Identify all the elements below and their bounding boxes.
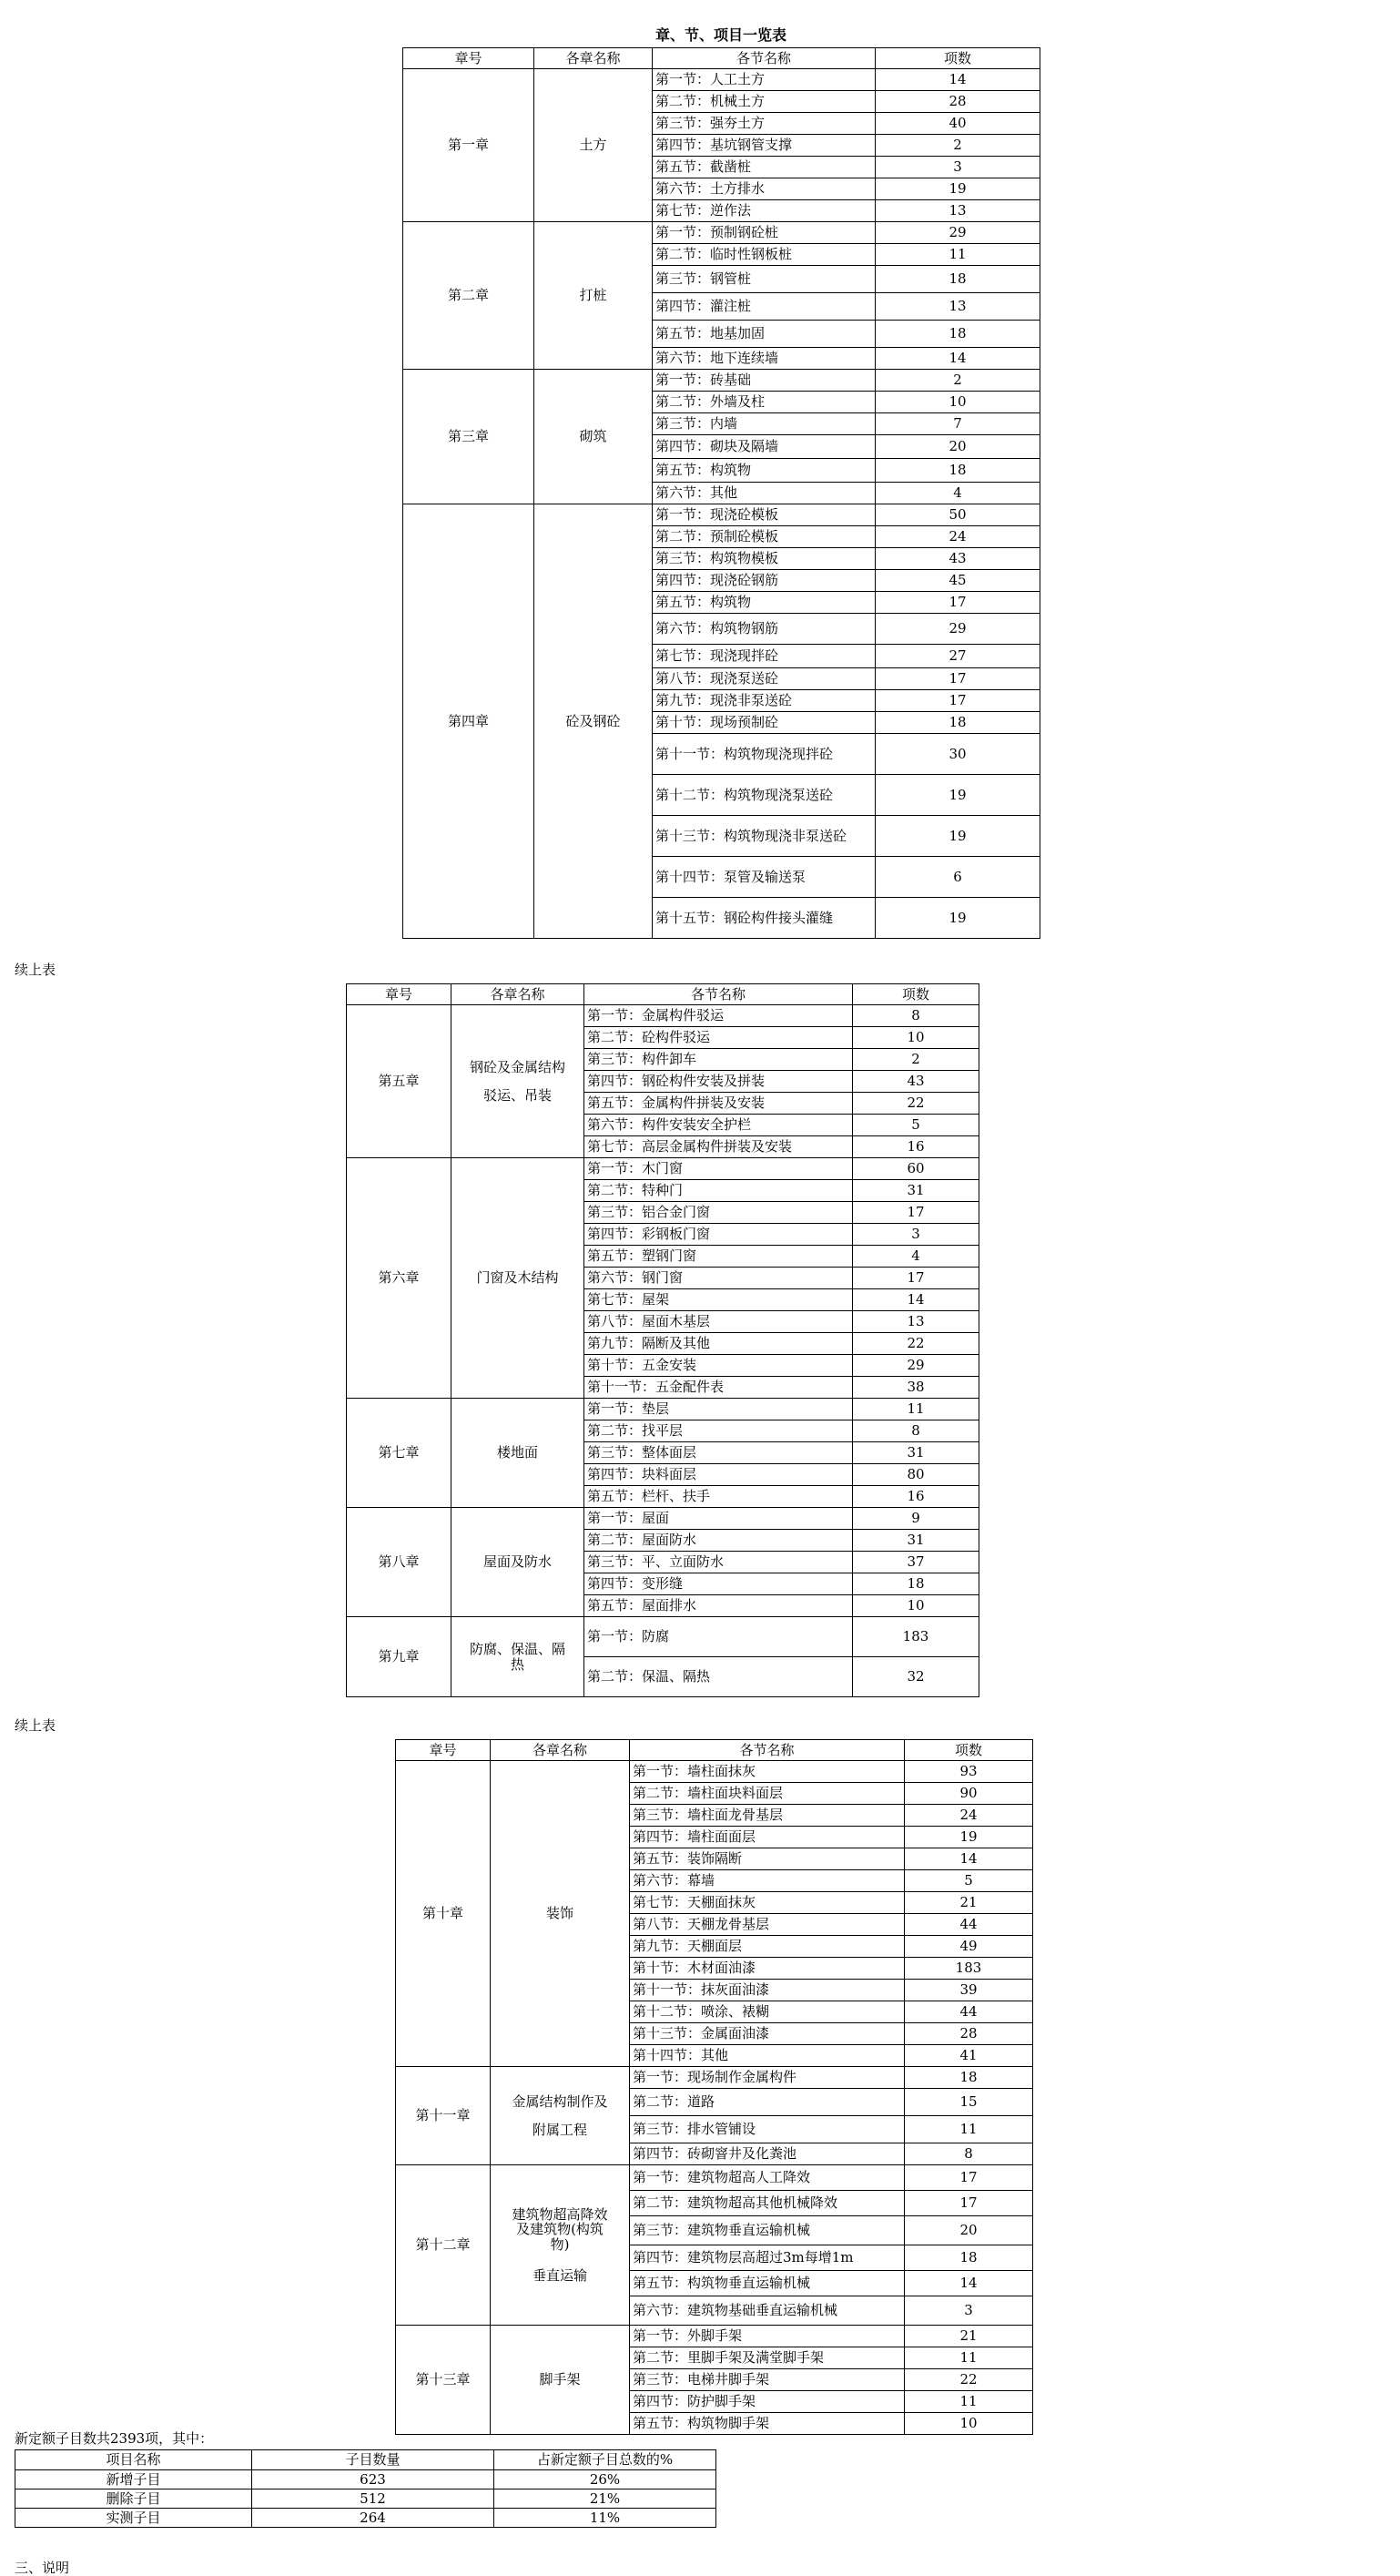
item-count-cell: 2 [876, 370, 1040, 392]
section-name-cell: 第六节：建筑物基础垂直运输机械 [630, 2296, 905, 2326]
chapter-name-line: 驳运、吊装 [482, 1086, 552, 1104]
section-name-cell: 第一节：屋面 [584, 1508, 853, 1530]
section-name-cell: 第五节：装饰隔断 [630, 1848, 905, 1870]
summary-name-cell: 删除子目 [15, 2489, 252, 2509]
item-count-cell: 29 [876, 614, 1040, 645]
section-name-cell: 第八节：现浇泵送砼 [653, 668, 876, 690]
item-count-cell: 9 [853, 1508, 979, 1530]
section-name-cell: 第五节：塑钢门窗 [584, 1246, 853, 1268]
chapter-name-cell [491, 1761, 630, 2067]
item-count-cell: 29 [853, 1355, 979, 1377]
table-row [347, 1399, 979, 1420]
chapter-name-cell [451, 1005, 584, 1158]
table-row [403, 370, 1040, 392]
section-name-cell: 第四节：彩钢板门窗 [584, 1224, 853, 1246]
item-count-cell: 24 [876, 526, 1040, 548]
header-chapter-name: 各章名称 [451, 984, 584, 1005]
table-header-row [396, 1740, 1033, 1761]
chapter-name-line: 附属工程 [532, 2121, 587, 2138]
item-count-cell: 22 [853, 1093, 979, 1115]
item-count-cell: 60 [853, 1158, 979, 1180]
item-count-cell: 19 [876, 898, 1040, 939]
section-name-cell: 第二节：建筑物超高其他机械降效 [630, 2191, 905, 2216]
item-count-cell: 17 [853, 1202, 979, 1224]
table-row [347, 1617, 979, 1657]
section-name-cell: 第十五节：钢砼构件接头灌缝 [653, 898, 876, 939]
section-name-cell: 第一节：现浇砼模板 [653, 504, 876, 526]
section-name-cell: 第五节：构筑物 [653, 592, 876, 614]
item-count-cell: 17 [905, 2165, 1033, 2191]
item-count-cell: 21 [905, 1892, 1033, 1914]
summary-pct-cell: 11% [494, 2509, 716, 2528]
item-count-cell: 10 [853, 1595, 979, 1617]
section-name-cell: 第一节：墙柱面抹灰 [630, 1761, 905, 1783]
section-name-cell: 第二节：墙柱面块料面层 [630, 1783, 905, 1805]
section-name-cell: 第九节：现浇非泵送砼 [653, 690, 876, 712]
section-name-cell: 第十节：现场预制砼 [653, 712, 876, 734]
section-name-cell: 第七节：现浇现拌砼 [653, 645, 876, 668]
item-count-cell: 16 [853, 1136, 979, 1158]
section-name-cell: 第八节：屋面木基层 [584, 1311, 853, 1333]
section-name-cell: 第四节：防护脚手架 [630, 2391, 905, 2413]
summary-intro: 新定额子目数共2393项，其中： [15, 2430, 214, 2447]
section-name-cell: 第三节：平、立面防水 [584, 1552, 853, 1573]
chapter-no-cell: 第七章 [347, 1399, 451, 1508]
item-count-cell: 14 [853, 1289, 979, 1311]
chapter-name-line: 屋面及防水 [482, 1553, 552, 1571]
item-count-cell: 39 [905, 1980, 1033, 2001]
section-name-cell: 第一节：人工土方 [653, 69, 876, 91]
header-section-name: 各节名称 [653, 48, 876, 69]
summary-name-cell: 新增子目 [15, 2470, 252, 2489]
summary-header-name: 项目名称 [15, 2450, 252, 2470]
item-count-cell: 2 [876, 135, 1040, 157]
summary-count-cell: 623 [252, 2470, 494, 2489]
section-name-cell: 第八节：天棚龙骨基层 [630, 1914, 905, 1936]
item-count-cell: 14 [905, 2271, 1033, 2296]
section-name-cell: 第四节：灌注桩 [653, 293, 876, 321]
summary-row [15, 2509, 716, 2528]
section-name-cell: 第四节：钢砼构件安装及拼装 [584, 1071, 853, 1093]
item-count-cell: 18 [876, 459, 1040, 483]
item-count-cell: 37 [853, 1552, 979, 1573]
section-name-cell: 第十二节：喷涂、裱糊 [630, 2001, 905, 2023]
section-name-cell: 第十二节：构筑物现浇泵送砼 [653, 775, 876, 816]
item-count-cell: 43 [876, 548, 1040, 570]
item-count-cell: 19 [876, 178, 1040, 200]
table-row [347, 1005, 979, 1027]
item-count-cell: 49 [905, 1936, 1033, 1958]
table-row [396, 2165, 1033, 2191]
header-chapter-no: 章号 [347, 984, 451, 1005]
chapter-name-cell: 土方 [534, 69, 653, 222]
section-name-cell: 第十一节：五金配件表 [584, 1377, 853, 1399]
summary-row [15, 2470, 716, 2489]
chapter-name-line: 物) [550, 2235, 570, 2253]
section-name-cell: 第四节：块料面层 [584, 1464, 853, 1486]
chapter-no-cell: 第十一章 [396, 2067, 491, 2165]
item-count-cell: 20 [876, 435, 1040, 459]
section-name-cell: 第五节：金属构件拼装及安装 [584, 1093, 853, 1115]
chapter-no-cell: 第九章 [347, 1617, 451, 1697]
chapter-name-line: 楼地面 [496, 1444, 538, 1461]
item-count-cell: 19 [905, 1827, 1033, 1848]
section-name-cell: 第一节：木门窗 [584, 1158, 853, 1180]
item-count-cell: 8 [853, 1420, 979, 1442]
summary-name-cell: 实测子目 [15, 2509, 252, 2528]
chapter-name-cell [451, 1158, 584, 1399]
item-count-cell: 14 [905, 1848, 1033, 1870]
section-name-cell: 第四节：变形缝 [584, 1573, 853, 1595]
item-count-cell: 17 [853, 1268, 979, 1289]
chapter-name-cell [451, 1617, 584, 1697]
section-name-cell: 第三节：强夯土方 [653, 113, 876, 135]
section-name-cell: 第二节：机械土方 [653, 91, 876, 113]
section-name-cell: 第四节：现浇砼钢筋 [653, 570, 876, 592]
item-count-cell: 19 [876, 775, 1040, 816]
continued-label: 续上表 [15, 962, 56, 978]
chapter-table-2 [346, 983, 979, 1697]
chapter-name-line: 建筑物超高降效 [512, 2205, 608, 2223]
table-header-row [403, 48, 1040, 69]
chapter-name-line: 垂直运输 [532, 2267, 587, 2284]
chapter-name-cell [491, 2326, 630, 2435]
item-count-cell: 38 [853, 1377, 979, 1399]
section-name-cell: 第三节：建筑物垂直运输机械 [630, 2216, 905, 2245]
chapter-name-cell [491, 2165, 630, 2326]
section-name-cell: 第七节：逆作法 [653, 200, 876, 222]
chapter-no-cell: 第一章 [403, 69, 534, 222]
item-count-cell: 40 [876, 113, 1040, 135]
header-item-count: 项数 [853, 984, 979, 1005]
item-count-cell: 31 [853, 1530, 979, 1552]
section-name-cell: 第六节：构筑物钢筋 [653, 614, 876, 645]
item-count-cell: 6 [876, 857, 1040, 898]
section-name-cell: 第二节：道路 [630, 2089, 905, 2116]
section-name-cell: 第三节：钢管桩 [653, 266, 876, 293]
chapter-name-line: 及建筑物(构筑 [516, 2221, 604, 2237]
section-name-cell: 第三节：构筑物模板 [653, 548, 876, 570]
header-item-count: 项数 [876, 48, 1040, 69]
section-name-cell: 第四节：墙柱面面层 [630, 1827, 905, 1848]
section-name-cell: 第一节：金属构件驳运 [584, 1005, 853, 1027]
section-name-cell: 第十四节：泵管及输送泵 [653, 857, 876, 898]
section-name-cell: 第二节：特种门 [584, 1180, 853, 1202]
section-name-cell: 第十节：木材面油漆 [630, 1958, 905, 1980]
item-count-cell: 17 [876, 668, 1040, 690]
chapter-no-cell: 第十三章 [396, 2326, 491, 2435]
chapter-table-3 [395, 1739, 1033, 2435]
section-name-cell: 第四节：建筑物层高超过3m每增1m [630, 2245, 905, 2271]
item-count-cell: 31 [853, 1180, 979, 1202]
table-row [347, 1508, 979, 1530]
header-chapter-no: 章号 [396, 1740, 491, 1761]
table-row [403, 222, 1040, 244]
section-name-cell: 第十节：五金安装 [584, 1355, 853, 1377]
item-count-cell: 10 [876, 392, 1040, 413]
header-chapter-no: 章号 [403, 48, 534, 69]
item-count-cell: 20 [905, 2216, 1033, 2245]
item-count-cell: 18 [905, 2245, 1033, 2271]
item-count-cell: 183 [905, 1958, 1033, 1980]
item-count-cell: 24 [905, 1805, 1033, 1827]
section-name-cell: 第四节：砌块及隔墙 [653, 435, 876, 459]
chapter-name-cell: 砌筑 [534, 370, 653, 504]
section-name-cell: 第五节：栏杆、扶手 [584, 1486, 853, 1508]
item-count-cell: 90 [905, 1783, 1033, 1805]
item-count-cell: 4 [876, 483, 1040, 504]
table-header-row [347, 984, 979, 1005]
item-count-cell: 11 [905, 2116, 1033, 2143]
item-count-cell: 22 [905, 2369, 1033, 2391]
item-count-cell: 13 [876, 200, 1040, 222]
section-name-cell: 第七节：高层金属构件拼装及安装 [584, 1136, 853, 1158]
chapter-no-cell: 第六章 [347, 1158, 451, 1399]
summary-row [15, 2489, 716, 2509]
item-count-cell: 2 [853, 1049, 979, 1071]
section-name-cell: 第十三节：金属面油漆 [630, 2023, 905, 2045]
section-name-cell: 第五节：构筑物脚手架 [630, 2413, 905, 2435]
section-name-cell: 第六节：其他 [653, 483, 876, 504]
section-name-cell: 第二节：外墙及柱 [653, 392, 876, 413]
section-name-cell: 第五节：截凿桩 [653, 157, 876, 178]
item-count-cell: 50 [876, 504, 1040, 526]
section-name-cell: 第三节：墙柱面龙骨基层 [630, 1805, 905, 1827]
chapter-table-1 [402, 47, 1040, 939]
section-name-cell: 第一节：外脚手架 [630, 2326, 905, 2347]
item-count-cell: 32 [853, 1657, 979, 1697]
chapter-no-cell: 第八章 [347, 1508, 451, 1617]
continued-label: 续上表 [15, 1717, 56, 1734]
section-name-cell: 第七节：天棚面抹灰 [630, 1892, 905, 1914]
item-count-cell: 16 [853, 1486, 979, 1508]
section-name-cell: 第二节：找平层 [584, 1420, 853, 1442]
section-name-cell: 第三节：内墙 [653, 413, 876, 435]
item-count-cell: 8 [853, 1005, 979, 1027]
section-name-cell: 第三节：整体面层 [584, 1442, 853, 1464]
item-count-cell: 45 [876, 570, 1040, 592]
chapter-name-line: 脚手架 [539, 2371, 581, 2388]
chapter-no-cell: 第十二章 [396, 2165, 491, 2326]
item-count-cell: 27 [876, 645, 1040, 668]
item-count-cell: 44 [905, 1914, 1033, 1936]
item-count-cell: 14 [876, 69, 1040, 91]
chapter-name-line: 防腐、保温、隔 [469, 1641, 565, 1657]
header-item-count: 项数 [905, 1740, 1033, 1761]
item-count-cell: 11 [853, 1399, 979, 1420]
item-count-cell: 18 [876, 321, 1040, 348]
summary-table [15, 2449, 716, 2528]
section-name-cell: 第五节：构筑物 [653, 459, 876, 483]
section-name-cell: 第三节：构件卸车 [584, 1049, 853, 1071]
section-name-cell: 第一节：防腐 [584, 1617, 853, 1657]
item-count-cell: 5 [905, 1870, 1033, 1892]
header-chapter-name: 各章名称 [491, 1740, 630, 1761]
section-name-cell: 第五节：地基加固 [653, 321, 876, 348]
chapter-name-line: 热 [510, 1655, 524, 1673]
summary-header-pct: 占新定额子目总数的% [494, 2450, 716, 2470]
item-count-cell: 22 [853, 1333, 979, 1355]
chapter-name-line: 装饰 [545, 1905, 573, 1922]
section-name-cell: 第一节：现场制作金属构件 [630, 2067, 905, 2089]
table-row [403, 504, 1040, 526]
section-name-cell: 第九节：天棚面层 [630, 1936, 905, 1958]
item-count-cell: 11 [905, 2347, 1033, 2369]
item-count-cell: 8 [905, 2143, 1033, 2165]
section-name-cell: 第四节：基坑钢管支撑 [653, 135, 876, 157]
section-name-cell: 第二节：屋面防水 [584, 1530, 853, 1552]
section-name-cell: 第三节：排水管铺设 [630, 2116, 905, 2143]
section-name-cell: 第六节：钢门窗 [584, 1268, 853, 1289]
item-count-cell: 18 [876, 266, 1040, 293]
section-name-cell: 第二节：里脚手架及满堂脚手架 [630, 2347, 905, 2369]
item-count-cell: 17 [876, 690, 1040, 712]
table-row [403, 69, 1040, 91]
item-count-cell: 93 [905, 1761, 1033, 1783]
chapter-no-cell: 第五章 [347, 1005, 451, 1158]
chapter-name-cell: 砼及钢砼 [534, 504, 653, 939]
table-row [347, 1158, 979, 1180]
item-count-cell: 31 [853, 1442, 979, 1464]
section-name-cell: 第二节：预制砼模板 [653, 526, 876, 548]
section-name-cell: 第一节：建筑物超高人工降效 [630, 2165, 905, 2191]
section-name-cell: 第五节：构筑物垂直运输机械 [630, 2271, 905, 2296]
table-row [396, 2326, 1033, 2347]
item-count-cell: 13 [876, 293, 1040, 321]
item-count-cell: 10 [853, 1027, 979, 1049]
summary-count-cell: 512 [252, 2489, 494, 2509]
section-name-cell: 第十三节：构筑物现浇非泵送砼 [653, 816, 876, 857]
item-count-cell: 3 [853, 1224, 979, 1246]
chapter-name-line: 金属结构制作及 [512, 2093, 608, 2110]
item-count-cell: 18 [853, 1573, 979, 1595]
item-count-cell: 19 [876, 816, 1040, 857]
item-count-cell: 183 [853, 1617, 979, 1657]
section-name-cell: 第十四节：其他 [630, 2045, 905, 2067]
chapter-name-cell: 打桩 [534, 222, 653, 370]
section-name-cell: 第六节：土方排水 [653, 178, 876, 200]
section-name-cell: 第六节：幕墙 [630, 1870, 905, 1892]
item-count-cell: 7 [876, 413, 1040, 435]
section-name-cell: 第十一节：构筑物现浇现拌砼 [653, 734, 876, 775]
header-chapter-name: 各章名称 [534, 48, 653, 69]
section-name-cell: 第二节：临时性钢板桩 [653, 244, 876, 266]
item-count-cell: 18 [905, 2067, 1033, 2089]
item-count-cell: 17 [905, 2191, 1033, 2216]
summary-count-cell: 264 [252, 2509, 494, 2528]
summary-pct-cell: 21% [494, 2489, 716, 2509]
chapter-name-cell [451, 1508, 584, 1617]
section-name-cell: 第三节：电梯井脚手架 [630, 2369, 905, 2391]
item-count-cell: 29 [876, 222, 1040, 244]
item-count-cell: 10 [905, 2413, 1033, 2435]
item-count-cell: 3 [876, 157, 1040, 178]
table-row [396, 2067, 1033, 2089]
item-count-cell: 80 [853, 1464, 979, 1486]
section-name-cell: 第六节：地下连续墙 [653, 348, 876, 370]
chapter-no-cell: 第三章 [403, 370, 534, 504]
header-section-name: 各节名称 [584, 984, 853, 1005]
item-count-cell: 28 [905, 2023, 1033, 2045]
section-name-cell: 第十一节：抹灰面油漆 [630, 1980, 905, 2001]
section-name-cell: 第九节：隔断及其他 [584, 1333, 853, 1355]
table-row [396, 1761, 1033, 1783]
item-count-cell: 41 [905, 2045, 1033, 2067]
page-title: 章、节、项目一览表 [654, 26, 786, 44]
section-name-cell: 第五节：屋面排水 [584, 1595, 853, 1617]
item-count-cell: 44 [905, 2001, 1033, 2023]
item-count-cell: 15 [905, 2089, 1033, 2116]
summary-header-row [15, 2450, 716, 2470]
chapter-name-cell [451, 1399, 584, 1508]
item-count-cell: 43 [853, 1071, 979, 1093]
summary-pct-cell: 26% [494, 2470, 716, 2489]
item-count-cell: 13 [853, 1311, 979, 1333]
chapter-name-line: 门窗及木结构 [476, 1269, 559, 1287]
section-name-cell: 第一节：预制钢砼桩 [653, 222, 876, 244]
cut-off-footer-text: 三、说明 [15, 2560, 70, 2576]
item-count-cell: 21 [905, 2326, 1033, 2347]
section-name-cell: 第六节：构件安装安全护栏 [584, 1115, 853, 1136]
item-count-cell: 5 [853, 1115, 979, 1136]
summary-header-count: 子目数量 [252, 2450, 494, 2470]
item-count-cell: 17 [876, 592, 1040, 614]
item-count-cell: 18 [876, 712, 1040, 734]
item-count-cell: 3 [905, 2296, 1033, 2326]
section-name-cell: 第一节：垫层 [584, 1399, 853, 1420]
chapter-name-line: 钢砼及金属结构 [469, 1059, 565, 1075]
item-count-cell: 4 [853, 1246, 979, 1268]
chapter-no-cell: 第四章 [403, 504, 534, 939]
section-name-cell: 第一节：砖基础 [653, 370, 876, 392]
section-name-cell: 第三节：铝合金门窗 [584, 1202, 853, 1224]
section-name-cell: 第二节：砼构件驳运 [584, 1027, 853, 1049]
chapter-no-cell: 第十章 [396, 1761, 491, 2067]
section-name-cell: 第四节：砖砌窨井及化粪池 [630, 2143, 905, 2165]
item-count-cell: 30 [876, 734, 1040, 775]
item-count-cell: 28 [876, 91, 1040, 113]
item-count-cell: 11 [905, 2391, 1033, 2413]
section-name-cell: 第二节：保温、隔热 [584, 1657, 853, 1697]
header-section-name: 各节名称 [630, 1740, 905, 1761]
item-count-cell: 11 [876, 244, 1040, 266]
item-count-cell: 14 [876, 348, 1040, 370]
section-name-cell: 第七节：屋架 [584, 1289, 853, 1311]
chapter-name-cell [491, 2067, 630, 2165]
chapter-no-cell: 第二章 [403, 222, 534, 370]
